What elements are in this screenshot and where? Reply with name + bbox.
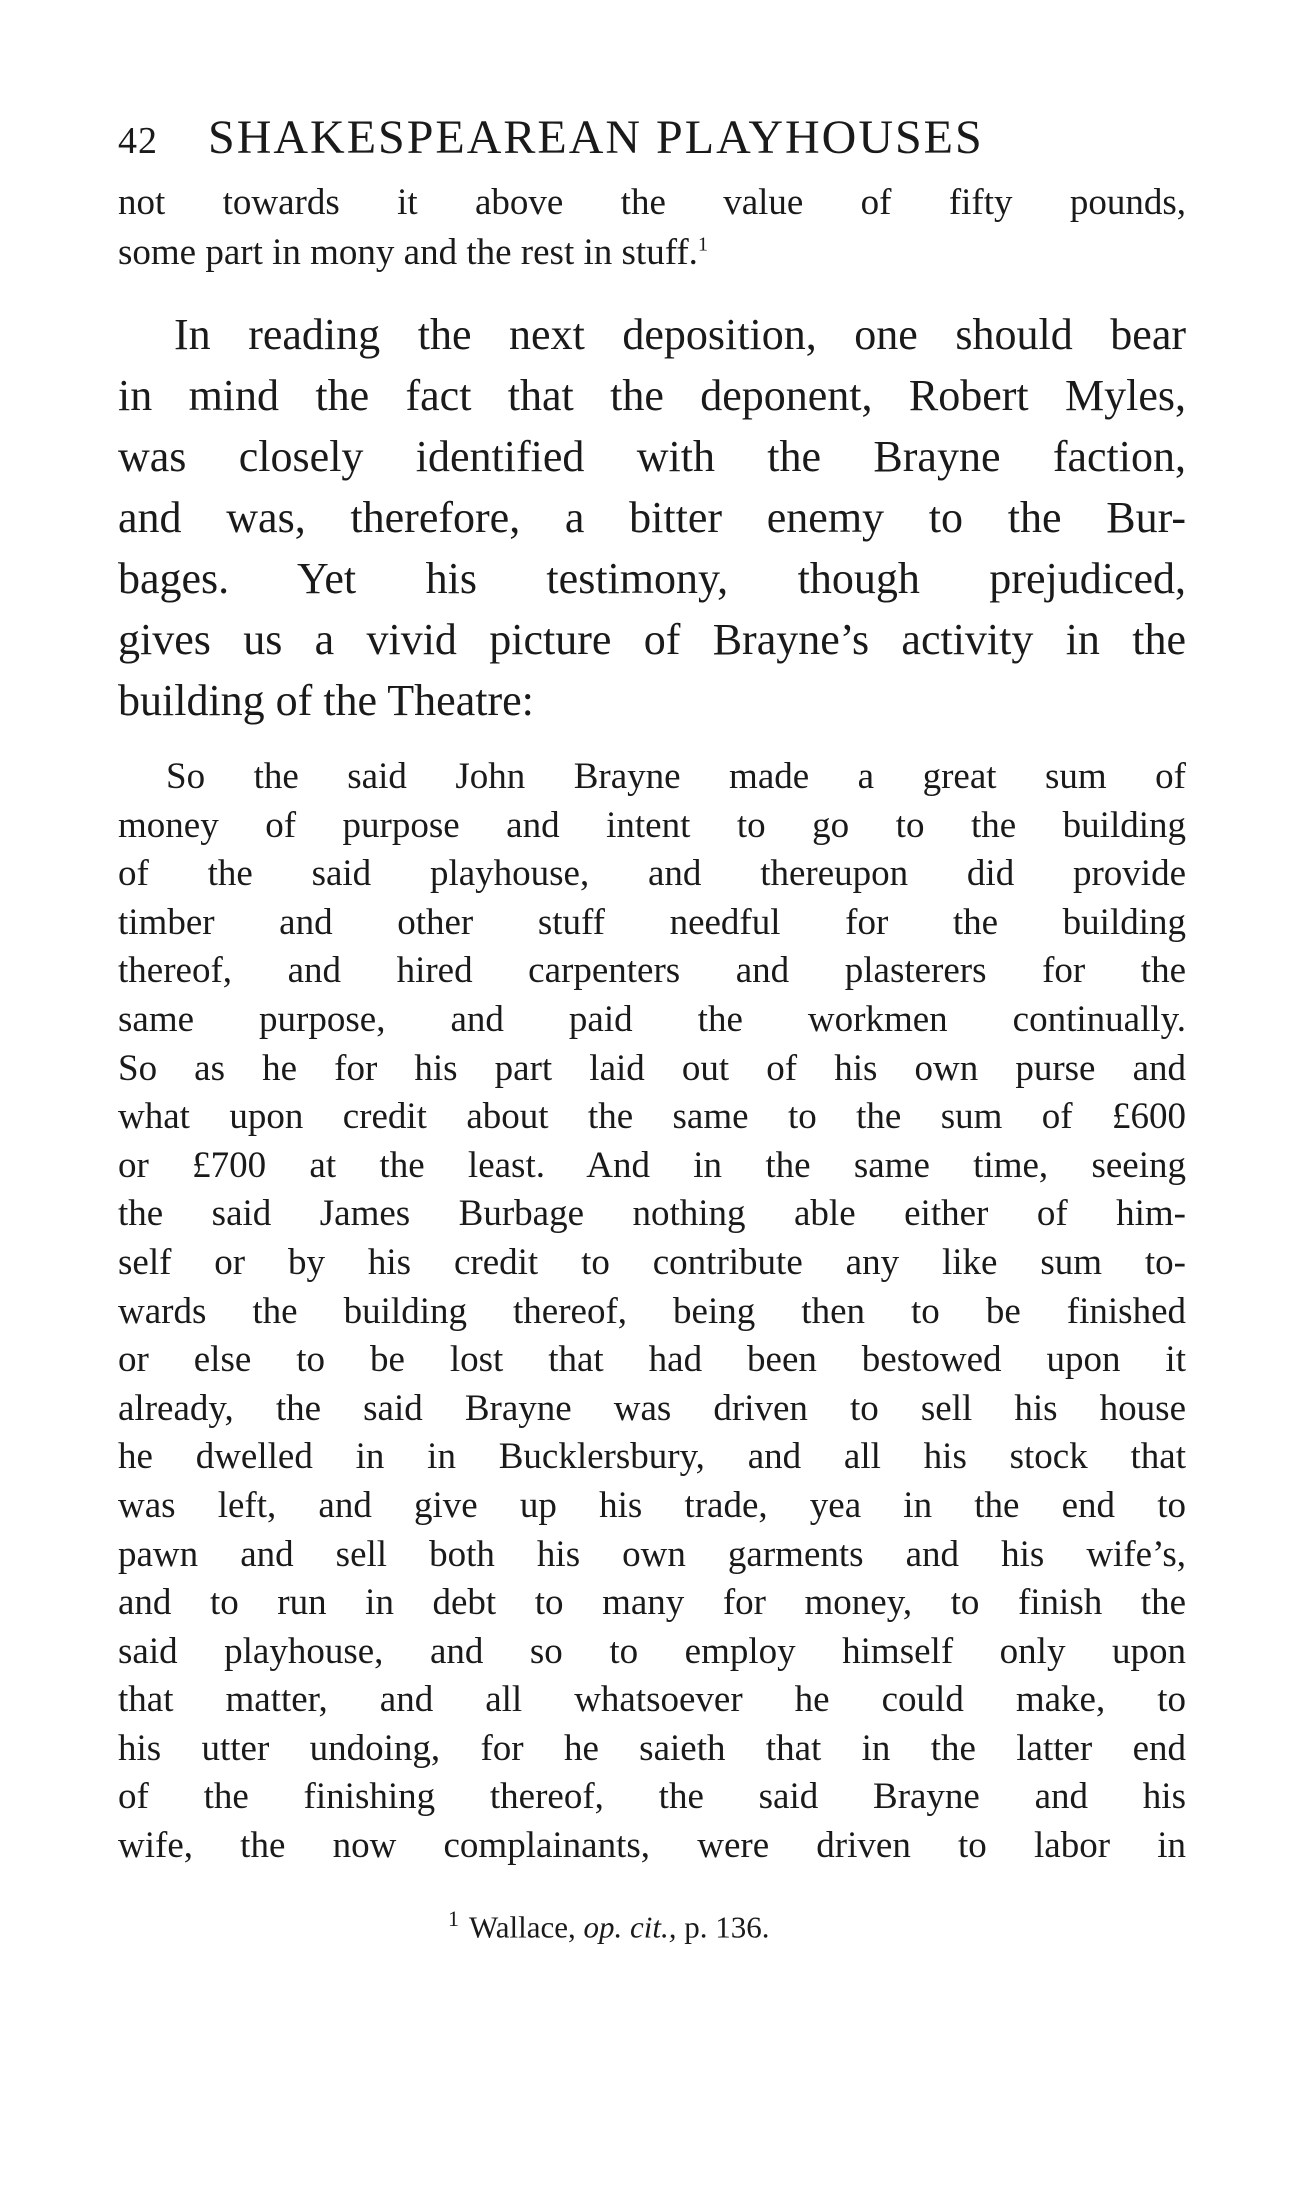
carryover-line: not towards it above the value of fifty pounds, xyxy=(118,182,1186,223)
block-quotation xyxy=(118,753,1186,1871)
quotation-line: or £700 at the least. And in the same time, seeing xyxy=(118,1144,1186,1186)
paragraph-line: In reading the next deposition, one should bear xyxy=(174,310,1186,359)
paragraph-line: gives us a vivid picture of Brayne’s activity in the xyxy=(118,615,1186,664)
quotation-line: that matter, and all whatsoever he could make, to xyxy=(118,1679,1186,1721)
paragraph-line: building of the Theatre: xyxy=(118,676,534,725)
quotation-line: of the said playhouse, and thereupon did provide xyxy=(118,853,1186,895)
quotation-line: thereof, and hired carpenters and plasterers for the xyxy=(118,950,1186,992)
footnote-citation: op. cit., xyxy=(583,1908,677,1944)
quotation-line: wards the building thereof, being then to be finished xyxy=(118,1290,1186,1332)
book-page xyxy=(118,110,1186,1947)
running-head xyxy=(118,110,1186,170)
quotation-line: he dwelled in in Bucklersbury, and all his stock that xyxy=(118,1436,1186,1478)
paragraph-line: bages. Yet his testimony, though prejudiced, xyxy=(118,554,1186,603)
paragraph-line: and was, therefore, a bitter enemy to the Bur- xyxy=(118,493,1186,542)
quotation-line: same purpose, and paid the workmen continually. xyxy=(118,998,1186,1040)
quotation-line: or else to be lost that had been bestowed upon it xyxy=(118,1339,1186,1381)
body-paragraph xyxy=(118,304,1186,731)
quotation-line: So as he for his part laid out of his own purse and xyxy=(118,1047,1186,1089)
quotation-line: of the finishing thereof, the said Brayne and his xyxy=(118,1776,1186,1818)
quotation-line: his utter undoing, for he saieth that in the latter end xyxy=(118,1727,1186,1769)
paragraph-line: in mind the fact that the deponent, Robert Myles, xyxy=(118,371,1186,420)
quotation-line: was left, and give up his trade, yea in the end to xyxy=(118,1484,1186,1526)
quotation-line: what upon credit about the same to the sum of £600 xyxy=(118,1096,1186,1138)
quotation-line: timber and other stuff needful for the building xyxy=(118,901,1186,943)
footnote-page: p. 136. xyxy=(684,1908,770,1944)
quotation-line: the said James Burbage nothing able either of him- xyxy=(118,1193,1186,1235)
footnote xyxy=(118,1899,1186,1947)
quotation-line: money of purpose and intent to go to the building xyxy=(118,804,1186,846)
page-number: 42 xyxy=(118,120,158,162)
quotation-line: and to run in debt to many for money, to finish the xyxy=(118,1582,1186,1624)
quotation-line: So the said John Brayne made a great sum of xyxy=(166,756,1186,797)
quotation-line: pawn and sell both his own garments and his wife’s, xyxy=(118,1533,1186,1575)
running-title: SHAKESPEAREAN PLAYHOUSES xyxy=(208,111,984,164)
quotation-line: already, the said Brayne was driven to sell his house xyxy=(118,1387,1186,1429)
carryover-quotation xyxy=(118,178,1186,278)
quotation-line: said playhouse, and so to employ himself only upon xyxy=(118,1630,1186,1672)
carryover-line-last xyxy=(118,228,1186,278)
paragraph-line: was closely identified with the Brayne faction, xyxy=(118,432,1186,481)
footnote-author: Wallace, xyxy=(469,1908,576,1944)
carryover-line-text: some part in mony and the rest in stuff. xyxy=(118,232,698,273)
footnote-reference: 1 xyxy=(697,233,709,256)
quotation-line: wife, the now complainants, were driven to labor in xyxy=(118,1825,1186,1867)
quotation-line: self or by his credit to contribute any like sum to- xyxy=(118,1241,1186,1283)
footnote-mark: 1 xyxy=(448,1905,459,1931)
